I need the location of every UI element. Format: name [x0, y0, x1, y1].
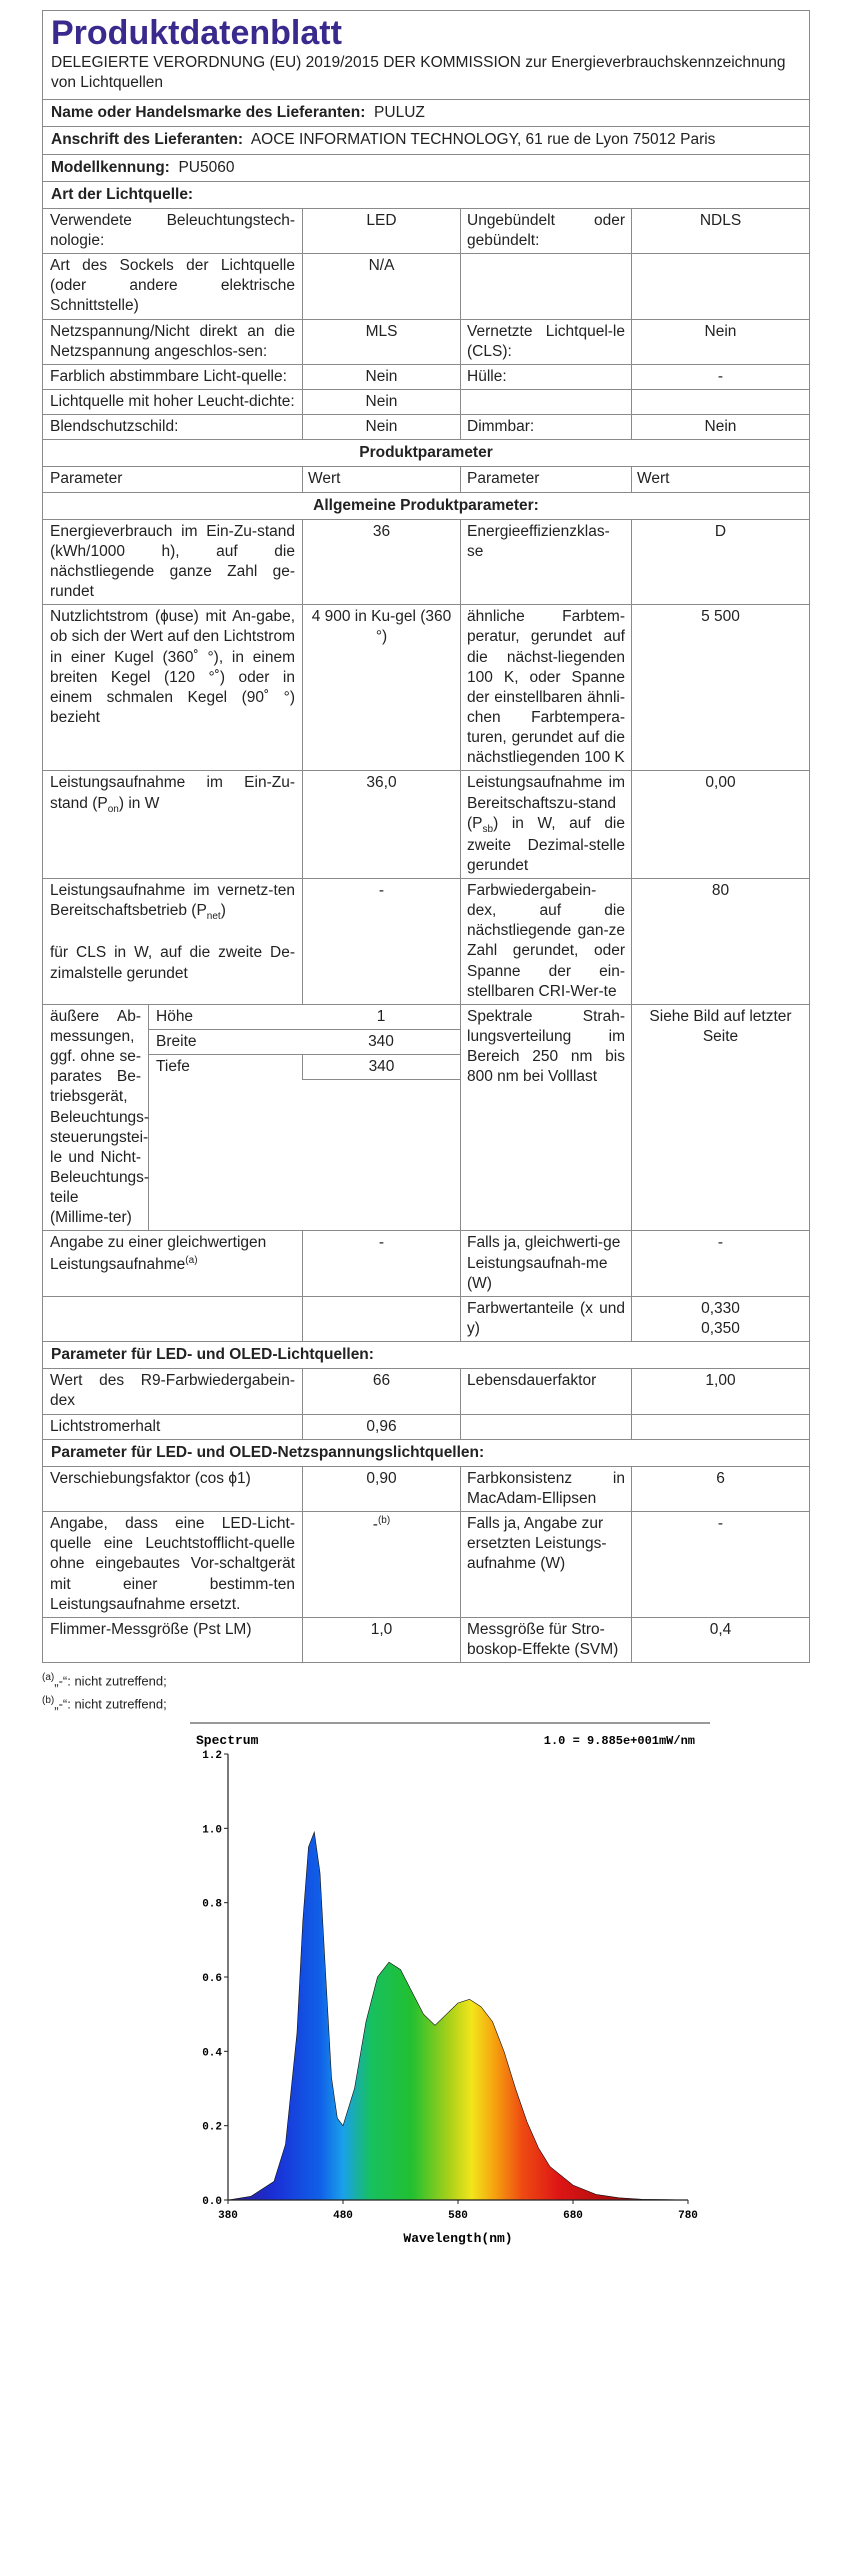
supplier-label: Name oder Handelsmarke des Lieferanten: [51, 104, 366, 122]
table-cell: 36,0 [303, 771, 461, 878]
table-cell: Wert des R9-Farbwiedergabein-dex [43, 1369, 303, 1413]
table-row [43, 1297, 809, 1342]
table-cell [43, 1297, 303, 1341]
table-cell: Nein [303, 390, 461, 414]
y-tick-label: 1.2 [202, 1750, 222, 1762]
table-cell: Lebensdauerfaktor [461, 1369, 632, 1413]
address-label: Anschrift des Lieferanten: [51, 131, 244, 149]
chart-title: Spectrum [196, 1733, 259, 1748]
table-cell [43, 879, 303, 1004]
y-axis-ticks [202, 1750, 228, 2208]
dimension-name: Höhe [149, 1005, 302, 1030]
table-cell [461, 1415, 632, 1439]
table-cell: - [717, 1515, 724, 1533]
table-row [43, 879, 809, 1005]
x-tick-label: 780 [678, 2210, 698, 2222]
table-cell: Energieverbrauch im Ein-Zu-stand (kWh/1000 h), auf die nächstliegende ganze Zahl ge-rundet [43, 520, 303, 605]
cell-text: Leistungsaufnahme im Bereitschaftszu-stand (P [467, 774, 625, 832]
y-tick-label: 0.2 [202, 2121, 222, 2134]
dimension-value: 340 [302, 1055, 460, 1080]
cell-text: ) in W, auf die zweite Dezimal-stelle gerundet [467, 814, 625, 874]
table-cell: Falls ja, gleichwerti-ge Leistungsaufnah-me (W) [461, 1231, 632, 1295]
y-tick-label: 0.8 [202, 1898, 222, 1911]
superscript: (b) [377, 1515, 391, 1527]
table-row [43, 254, 809, 319]
table-cell: Verwendete Beleuchtungstech-nologie: [43, 209, 303, 253]
table-cell [303, 1512, 461, 1617]
table-cell: 66 [303, 1369, 461, 1413]
y-tick-label: 1.0 [202, 1824, 222, 1837]
cell-text: Leistungsaufnahme im Ein-Zu-stand (P [50, 774, 295, 812]
section-led-row [43, 1342, 809, 1369]
dimension-name: Tiefe [156, 1058, 190, 1076]
table-cell: Vernetzte Lichtquel-le (CLS): [461, 320, 632, 364]
table-cell: Lichtstromerhalt [43, 1415, 303, 1439]
chromaticity-y: 0,350 [701, 1319, 740, 1337]
superscript: (a) [185, 1254, 198, 1266]
table-cell: 4 900 in Ku-gel (360 °) [303, 605, 461, 770]
table-cell: Lichtquelle mit hoher Leucht-dichte: [43, 390, 303, 414]
table-cell: Nein [303, 415, 461, 439]
dimensions-row [43, 1005, 809, 1232]
table-row [43, 209, 809, 254]
cell-text: Angabe zu einer gleichwertigen Leistungsaufnahme [50, 1234, 267, 1273]
table-cell: - [717, 1234, 724, 1252]
table-cell: Dimmbar: [461, 415, 632, 439]
table-cell: Blendschutzschild: [43, 415, 303, 439]
table-cell: 80 [711, 882, 730, 900]
table-row [43, 771, 809, 879]
x-tick-label: 580 [448, 2210, 468, 2222]
table-cell: Falls ja, Angabe zur ersetzten Leistungs-aufnahme (W) [461, 1512, 632, 1617]
chromaticity-x: 0,330 [701, 1299, 740, 1317]
table-row [43, 1231, 809, 1296]
table-cell: 0,00 [705, 774, 736, 792]
table-cell: NDLS [699, 211, 742, 229]
table-cell: MLS [303, 320, 461, 364]
table-cell [461, 771, 632, 878]
section-led-heading: Parameter für LED- und OLED-Lichtquellen: [51, 1346, 374, 1364]
subscript: sb [482, 823, 494, 835]
table-cell: Art des Sockels der Lichtquelle (oder andere elektrische Schnittstelle) [43, 254, 303, 318]
table-cell: 0,96 [303, 1415, 461, 1439]
table-row [43, 1415, 809, 1440]
column-header: Wert [303, 467, 461, 491]
table-cell [43, 771, 303, 878]
table-cell: 36 [303, 520, 461, 605]
footnote-text: „-“: nicht zutreffend; [54, 1696, 167, 1712]
table-cell: Messgröße für Stro-boskop-Effekte (SVM) [461, 1618, 632, 1662]
cell-text: Leistungsaufnahme im vernetz-ten Bereitschaftsbetrieb (P [50, 882, 295, 920]
section-params-heading: Produktparameter [359, 444, 493, 462]
table-cell: Ungebündelt oder gebündelt: [461, 209, 632, 253]
table-cell: Hülle: [461, 365, 632, 389]
cell-text: für CLS in W, auf die zweite De-zimalstelle gerundet [50, 944, 295, 982]
table-cell: Farbkonsistenz in MacAdam-Ellipsen [461, 1467, 632, 1511]
x-axis-ticks [218, 2200, 698, 2222]
x-axis-label: Wavelength(nm) [403, 2231, 513, 2246]
table-cell: Nutzlichtstrom (ɸuse) mit An-gabe, ob sich der Wert auf den Lichtstrom in einer Kugel (360˚ °), in einem breiten Kegel (120 °˚) oder in einem schmalen Kegel (90˚ °) bezieht [43, 605, 303, 770]
address-value: AOCE INFORMATION TECHNOLOGY, 61 rue de Lyon 75012 Paris [250, 131, 716, 149]
column-header: Parameter [461, 467, 632, 491]
spectrum-chart [190, 1722, 710, 2247]
table-row [43, 605, 809, 771]
column-header: Wert [637, 470, 670, 488]
dimension-row [149, 1055, 460, 1080]
x-tick-label: 380 [218, 2210, 238, 2222]
table-cell: 0,90 [303, 1467, 461, 1511]
dimension-value: 1 [302, 1005, 460, 1030]
table-cell [43, 1231, 303, 1295]
footnote [42, 1669, 167, 1692]
dimension-row [149, 1005, 460, 1030]
subscript: on [107, 803, 119, 815]
table-cell: D [714, 522, 727, 540]
page-title: Produktdatenblatt [51, 14, 342, 52]
table-cell: 1,0 [303, 1618, 461, 1662]
section-net-row [43, 1440, 809, 1467]
table-cell: Nein [303, 365, 461, 389]
table-row [43, 390, 809, 415]
table-cell: Nein [704, 322, 737, 340]
section-type-heading: Art der Lichtquelle: [51, 185, 194, 203]
table-cell: Nein [704, 418, 737, 436]
table-cell: - [303, 1231, 461, 1295]
dimension-row [149, 1030, 460, 1055]
y-tick-label: 0.4 [202, 2047, 222, 2060]
footnote-marker: (b) [42, 1695, 55, 1707]
table-cell: Netzspannung/Nicht direkt an die Netzspannung angeschlos-sen: [43, 320, 303, 364]
table-row [43, 320, 809, 365]
table-cell: 5 500 [701, 608, 740, 626]
x-tick-label: 480 [333, 2210, 353, 2222]
page-subtitle: DELEGIERTE VERORDNUNG (EU) 2019/2015 DER KOMMISSION zur Energieverbrauchskennzeichnung von Lichtquellen [51, 54, 786, 92]
table-cell: Farblich abstimmbare Licht-quelle: [43, 365, 303, 389]
table-cell: 0,4 [709, 1620, 732, 1638]
model-label: Modellkennung: [51, 158, 170, 176]
table-cell: - [303, 879, 461, 1004]
cell-text: ) [220, 902, 226, 920]
footnotes [42, 1669, 167, 1716]
cell-text: ) in W [118, 794, 160, 812]
footnote-text: „-“: nicht zutreffend; [54, 1673, 167, 1689]
table-cell: Spektrale Strah-lungsverteilung im Bereich 250 nm bis 800 nm bei Volllast [461, 1005, 632, 1231]
table-cell: N/A [303, 254, 461, 318]
dimension-name: Breite [149, 1030, 302, 1055]
table-cell: Farbwiedergabein-dex, auf die nächstliegende gan-ze Zahl gerundet, oder Spanne der ein-stellbaren CRI-Wer-te [461, 879, 632, 1004]
table-row [43, 520, 809, 606]
footnote-marker: (a) [42, 1672, 55, 1683]
table-row [43, 365, 809, 390]
table-row [43, 1467, 809, 1512]
table-cell: LED [303, 209, 461, 253]
y-tick-label: 0.6 [202, 1973, 222, 1985]
x-tick-label: 680 [563, 2210, 583, 2222]
table-cell: Farbwertanteile (x und y) [461, 1297, 632, 1341]
table-row [43, 1512, 809, 1618]
table-cell: - [717, 367, 724, 385]
section-type-row [43, 182, 809, 209]
spectrum-area [228, 1832, 688, 2200]
table-cell: 6 [716, 1469, 725, 1487]
address-row [43, 127, 809, 154]
model-value: PU5060 [178, 158, 235, 176]
table-cell: Flimmer-Messgröße (Pst LM) [43, 1618, 303, 1662]
table-row [43, 415, 809, 440]
y-tick-label: 0.0 [202, 2196, 222, 2208]
table-cell: Siehe Bild auf letzter Seite [649, 1007, 792, 1045]
param-header-row [43, 467, 809, 492]
chart-annotation: 1.0 = 9.885e+001mW/nm [543, 1734, 695, 1748]
table-row [43, 1369, 809, 1414]
model-row [43, 155, 809, 182]
table-cell [461, 254, 632, 318]
section-general-heading: Allgemeine Produktparameter: [313, 496, 539, 514]
product-datasheet-table [42, 10, 810, 1663]
subscript: net [206, 911, 221, 923]
table-cell [461, 390, 632, 414]
cell-text: - [372, 1516, 378, 1534]
footnote [42, 1692, 167, 1715]
dimension-value: 340 [302, 1030, 460, 1055]
dimensions-grid [149, 1005, 461, 1231]
section-params-row [43, 440, 809, 467]
column-header: Parameter [43, 467, 303, 491]
table-cell: Energieeffizienzklas-se [461, 520, 632, 605]
table-cell: Angabe, dass eine LED-Licht-quelle eine Leuchtstofflicht-quelle ohne eingebautes Vor-schaltgerät mit einer bestimm-ten Leistungsaufnahme ersetzt. [43, 1512, 303, 1617]
dimensions-label: äußere Ab-messungen, ggf. ohne se-parates Be-triebsgerät, Beleuchtungs-steuerungstei-le und Nicht-Beleuchtungs-teile (Millime-ter) [43, 1005, 149, 1231]
table-cell [632, 390, 809, 414]
section-net-heading: Parameter für LED- und OLED-Netzspannungslichtquellen: [51, 1443, 485, 1461]
table-cell [632, 254, 809, 318]
table-cell: ähnliche Farbtem-peratur, gerundet auf die nächst-liegenden 100 K, oder Spanne der einstellbaren ähnli-chen Farbtempera-turen, gerundet auf die nächstliegenden 100 K [461, 605, 632, 770]
table-cell: Verschiebungsfaktor (cos ϕ1) [43, 1467, 303, 1511]
supplier-value: PULUZ [374, 104, 425, 122]
header-section [43, 11, 809, 100]
table-cell: 1,00 [705, 1372, 736, 1390]
table-cell [632, 1297, 809, 1341]
supplier-row [43, 100, 809, 127]
table-cell [632, 1415, 809, 1439]
table-row [43, 1618, 809, 1662]
table-cell [303, 1297, 461, 1341]
section-general-row [43, 493, 809, 520]
